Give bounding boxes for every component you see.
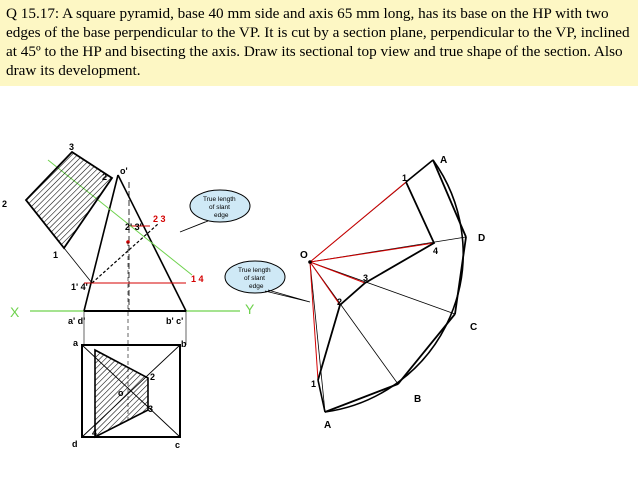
dev-label-C: C (470, 322, 478, 333)
dev-label-1-bottom: 1 (311, 379, 317, 389)
dev-base-DC (455, 237, 466, 314)
dev-section-line (318, 182, 434, 380)
top-label-2: 2 (150, 372, 156, 382)
top-label-a: a (73, 338, 79, 348)
dev-apex-dot (308, 260, 312, 264)
callout-two-line1: True length (238, 267, 271, 274)
x-label: X (10, 304, 20, 320)
label-14-red: 1 4 (191, 274, 204, 284)
y-label: Y (245, 301, 255, 317)
dev-label-2: 2 (337, 297, 343, 307)
true-shape-projector (64, 248, 92, 283)
callout-two-pointer (265, 290, 310, 302)
top-view (72, 242, 187, 450)
dev-base-CB (398, 314, 455, 384)
top-label-c: c (175, 440, 181, 450)
dev-red-2 (310, 262, 343, 307)
dev-label-1-top: 1 (402, 173, 408, 183)
callout-two-line2: of slant (244, 275, 265, 282)
dev-edge-A-top (406, 160, 433, 182)
top-label-3: 3 (148, 404, 154, 414)
callout-one-line2: of slant (209, 204, 230, 211)
dev-label-3: 3 (363, 273, 369, 283)
dev-red-1b (310, 262, 318, 380)
callout-one-pointer (180, 221, 208, 232)
dev-edge-A-bot (318, 380, 325, 412)
label-23-red: 2 3 (153, 214, 166, 224)
dev-red-3 (310, 262, 365, 283)
apex-label: o' (120, 166, 128, 176)
ts-label-2: 2 (102, 172, 108, 182)
callout-two (225, 261, 310, 302)
label-bc: b' c' (166, 316, 184, 326)
true-shape-polygon (26, 152, 112, 248)
dev-label-D: D (478, 233, 486, 244)
label-14-front: 1' 4' (71, 282, 88, 292)
ts-label-1: 1 (53, 250, 59, 260)
dev-base-BA (325, 384, 398, 412)
callout-one-line3: edge (214, 212, 229, 219)
question-text: Q 15.17: A square pyramid, base 40 mm side and axis 65 mm long, has its base on the HP with two edges of the base perpendicular to the VP. It is cut by a section plane, perpendicular to the VP, inclined at 45º to the HP and bisecting the axis. Draw its sectional top view and true shape of the section. Also draw its development. (6, 5, 630, 79)
callout-one-line1: True length (203, 196, 236, 203)
development-arc (325, 160, 463, 412)
dev-label-A-top: A (440, 155, 448, 166)
dev-label-B: B (414, 394, 422, 405)
ts-label-3: 3 (69, 142, 75, 152)
label-ad: a' d' (68, 316, 86, 326)
callout-one (180, 190, 250, 232)
top-label-o: o (118, 388, 124, 398)
section-plane (92, 224, 158, 283)
callout-two-line3: edge (249, 283, 264, 290)
dev-base-AD (433, 160, 466, 237)
dev-outline (310, 160, 466, 412)
dev-label-A-bottom: A (324, 420, 332, 431)
label-23-front: 2' 3' (125, 222, 142, 232)
top-label-b: b (181, 339, 187, 349)
development (300, 155, 485, 431)
top-label-4: 4 (92, 428, 98, 438)
top-label-d: d (72, 439, 78, 449)
dev-label-4: 4 (433, 246, 439, 256)
ts-label-2b: 2 (2, 199, 8, 209)
dev-label-O: O (300, 250, 308, 261)
